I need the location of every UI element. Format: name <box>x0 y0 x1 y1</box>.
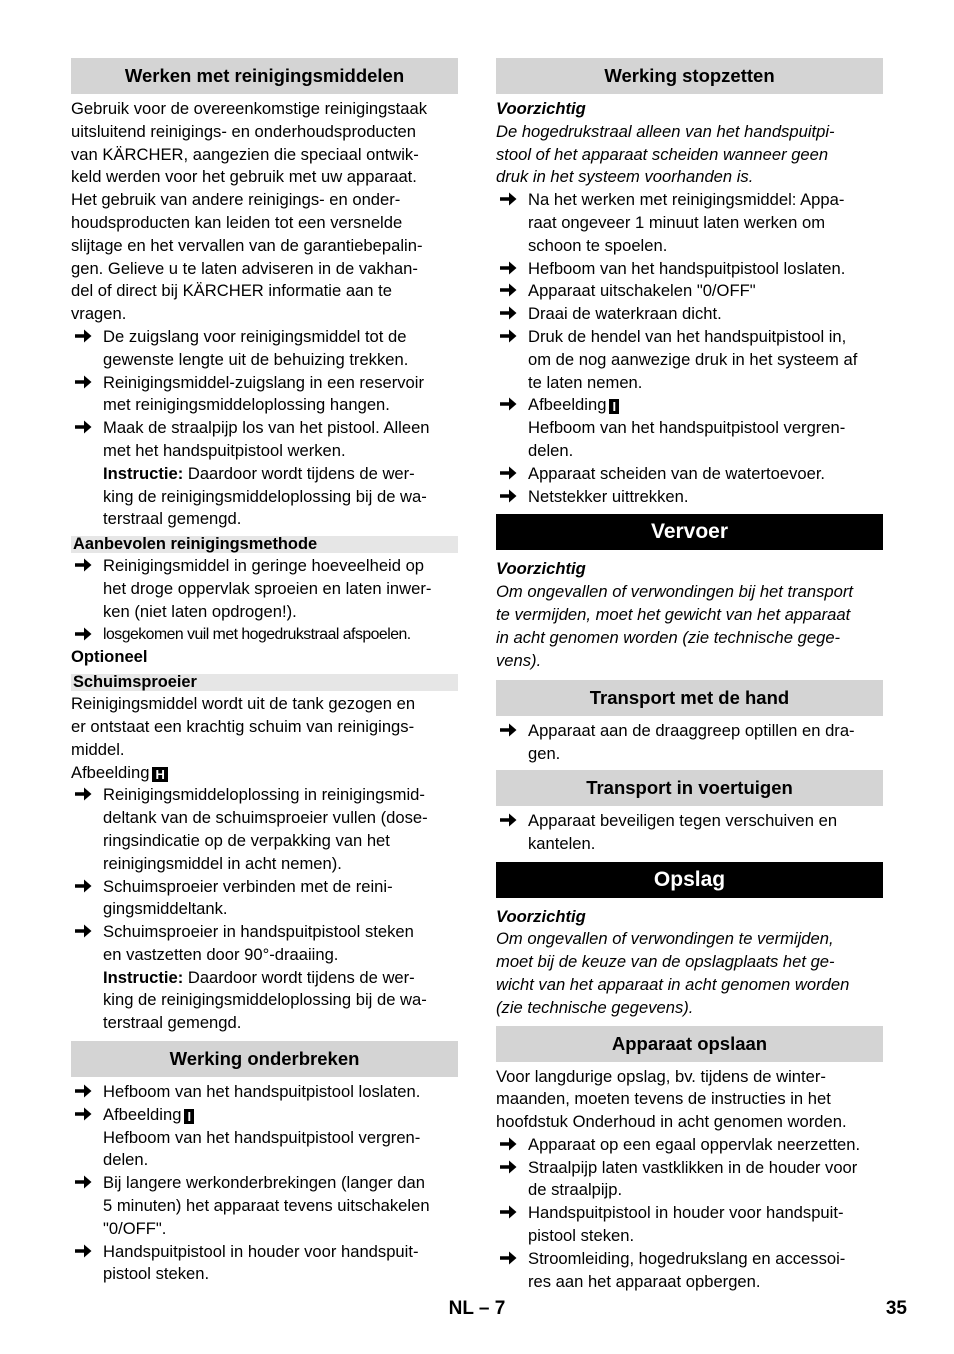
arrow-icon <box>498 486 520 508</box>
text-line: vragen. <box>71 304 127 324</box>
subheading-schuimsproeier: Schuimsproeier <box>71 674 458 691</box>
figure-i-badge: I <box>184 1109 194 1124</box>
instruction-note <box>71 463 458 531</box>
text-line: Schuimsproeier verbinden met de reini- <box>103 876 393 896</box>
footer-section-label: NL – 7 <box>448 1298 506 1319</box>
text-line: ken (niet laten opdrogen!). <box>103 601 297 621</box>
arrow-icon <box>498 1157 520 1179</box>
arrow-icon <box>73 1081 95 1103</box>
text-line: Om ongevallen of verwondingen bij het transport <box>496 582 853 602</box>
text-line: slijtage en het vervallen van de garantiebepalin- <box>71 235 423 255</box>
text-line: pistool steken. <box>528 1226 635 1246</box>
section-heading-transport-in-voertuigen: Transport in voertuigen <box>496 770 883 806</box>
arrow-icon <box>498 1134 520 1156</box>
caution-label: Voorzichtig <box>496 559 586 579</box>
arrow-icon <box>73 1172 95 1194</box>
arrow-icon <box>498 720 520 742</box>
arrow-icon <box>73 921 95 943</box>
list-item <box>496 1157 883 1203</box>
section-body <box>71 693 458 761</box>
text-line: Gebruik voor de overeenkomstige reinigingstaak <box>71 99 428 118</box>
arrow-icon <box>73 417 95 439</box>
list-item <box>71 921 458 967</box>
text-line: Daardoor wordt tijdens de wer- <box>183 967 415 987</box>
text-line: res aan het apparaat opbergen. <box>528 1271 761 1291</box>
list-item: Hefboom van het handspuitpistool loslaten. <box>496 258 883 281</box>
list-item: Apparaat op een egaal oppervlak neerzetten. <box>496 1134 883 1157</box>
text-line: Bij langere werkonderbrekingen (langer dan <box>103 1173 425 1193</box>
caution-text <box>496 581 883 672</box>
text-line: te vermijden, moet het gewicht van het apparaat <box>496 604 851 624</box>
text-line: Reinigingsmiddel wordt uit de tank gezogen en <box>71 694 416 714</box>
arrow-icon <box>498 810 520 832</box>
text-line: met reinigingsmiddeloplossing hangen. <box>103 395 390 415</box>
text-line: schoon te spoelen. <box>528 235 668 255</box>
list-item <box>71 876 458 922</box>
arrow-icon <box>498 280 520 302</box>
list-item: Afbeelding I Hefboom van het handspuitpistool vergren- delen. <box>71 1104 458 1172</box>
list-item: Apparaat uitschakelen "0/OFF" <box>496 280 883 303</box>
list-item <box>496 810 883 856</box>
list-item <box>71 372 458 418</box>
list-item <box>71 784 458 875</box>
instruction-label: Instructie: <box>103 967 184 987</box>
arrow-icon <box>73 1241 95 1263</box>
text-line: druk in het systeem voorhanden is. <box>496 167 754 187</box>
text-line: De zuigslang voor reinigingsmiddel tot de <box>103 326 407 346</box>
text-line: terstraal gemengd. <box>103 1013 242 1033</box>
text-line: king de reinigingsmiddeloplossing bij de wa- <box>103 486 427 506</box>
text-line: deltank van de schuimsproeier vullen (dose- <box>103 808 428 828</box>
arrow-icon <box>498 1248 520 1270</box>
text-line: Het gebruik van andere reinigings- en onder- <box>71 190 401 210</box>
instruction-label: Instructie: <box>103 463 184 483</box>
left-column <box>71 58 458 1286</box>
right-column <box>496 58 883 1293</box>
text-line: gen. <box>528 744 561 764</box>
list-item: Hefboom van het handspuitpistool loslaten. <box>71 1081 458 1104</box>
text-line: vens). <box>496 650 542 670</box>
text-line: hoofdstuk Onderhoud in acht genomen worden. <box>496 1112 847 1132</box>
list-item <box>496 189 883 257</box>
figure-h-badge: H <box>152 767 167 782</box>
text-line: Handspuitpistool in houder voor handspuit- <box>103 1241 419 1261</box>
text-line: te laten nemen. <box>528 372 643 392</box>
list-item <box>496 720 883 766</box>
text-line: De hogedrukstraal alleen van het handspuitpi- <box>496 121 835 141</box>
text-line: Apparaat beveiligen tegen verschuiven en <box>528 810 838 830</box>
list-item <box>71 555 458 623</box>
section-heading-werking-onderbreken: Werking onderbreken <box>71 1041 458 1077</box>
text-line: in acht genomen worden (zie technische gege- <box>496 627 841 647</box>
caution-text <box>496 928 883 1019</box>
text-line: terstraal gemengd. <box>103 509 242 529</box>
arrow-icon <box>498 189 520 211</box>
text-line: er ontstaat een krachtig schuim van reinigings- <box>71 716 415 736</box>
text-line: Reinigingsmiddel in geringe hoeveelheid op <box>103 556 425 576</box>
text-line: moet bij de keuze van de opslagplaats het ge- <box>496 952 835 972</box>
list-item <box>496 1248 883 1294</box>
text-line: gewenste lengte uit de behuizing trekken. <box>103 349 409 369</box>
text-line: kantelen. <box>528 833 596 853</box>
text-line: Apparaat aan de draaggreep optillen en dra- <box>528 721 855 741</box>
text-line: wicht van het apparaat in acht genomen worden <box>496 974 850 994</box>
text-line: pistool steken. <box>103 1264 210 1284</box>
list-item <box>71 1241 458 1287</box>
arrow-icon <box>498 394 520 416</box>
chapter-heading-vervoer: Vervoer <box>496 514 883 550</box>
list-item <box>71 1172 458 1240</box>
text-line: Straalpijp laten vastklikken in de houder voor <box>528 1157 858 1177</box>
arrow-icon <box>498 326 520 348</box>
list-item: Afbeelding I Hefboom van het handspuitpistool vergren- delen. <box>496 394 883 462</box>
list-item <box>496 326 883 394</box>
text-line: Reinigingsmiddeloplossing in reinigingsmid- <box>103 785 425 805</box>
list-item: Netstekker uittrekken. <box>496 486 883 509</box>
text-line: Schuimsproeier in handspuitpistool steken <box>103 922 414 942</box>
section-body <box>496 1066 883 1134</box>
arrow-icon <box>73 372 95 394</box>
arrow-icon <box>73 784 95 806</box>
text-line: ringsindicatie op de verpakking van het <box>103 830 390 850</box>
section-body <box>71 98 458 326</box>
text-line: stool of het apparaat scheiden wanneer geen <box>496 144 829 164</box>
list-item: Draai de waterkraan dicht. <box>496 303 883 326</box>
list-item: losgekomen vuil met hogedrukstraal afspoelen. <box>71 624 458 647</box>
arrow-icon <box>498 258 520 280</box>
chapter-heading-opslag: Opslag <box>496 862 883 898</box>
text-line: middel. <box>71 739 125 759</box>
text-line: Druk de hendel van het handspuitpistool in, <box>528 326 847 346</box>
page-number: 35 <box>885 1298 907 1319</box>
text-line: king de reinigingsmiddeloplossing bij de wa- <box>103 990 427 1010</box>
text-line: gen. Gelieve u te laten adviseren in de vakhan- <box>71 258 418 278</box>
list-item <box>496 1202 883 1248</box>
text-line: "0/OFF". <box>103 1218 167 1238</box>
text-line: Daardoor wordt tijdens de wer- <box>183 463 415 483</box>
arrow-icon <box>73 326 95 348</box>
list-item: Apparaat scheiden van de watertoevoer. <box>496 463 883 486</box>
text-line: Reinigingsmiddel-zuigslang in een reservoir <box>103 372 424 392</box>
text-line: Na het werken met reinigingsmiddel: Appa- <box>528 190 845 210</box>
text-line: raat ongeveer 1 minuut laten werken om <box>528 212 826 232</box>
caution-label: Voorzichtig <box>496 906 586 926</box>
text-line: Hefboom van het handspuitpistool vergren- <box>103 1127 421 1147</box>
text-line: del of direct bij KÄRCHER informatie aan te <box>71 281 392 301</box>
text-line: gingsmiddeltank. <box>103 899 228 919</box>
section-heading-werking-stopzetten: Werking stopzetten <box>496 58 883 94</box>
list-item <box>71 417 458 463</box>
text-line: delen. <box>103 1150 149 1170</box>
arrow-icon <box>73 1104 95 1126</box>
figure-i-badge: I <box>609 399 619 414</box>
arrow-icon <box>73 876 95 898</box>
text-line: Hefboom van het handspuitpistool vergren- <box>528 418 846 438</box>
text-line: delen. <box>528 440 574 460</box>
arrow-icon <box>73 624 95 646</box>
section-heading-transport-met-de-hand: Transport met de hand <box>496 680 883 716</box>
text-line: en vastzetten door 90°-draaiing. <box>103 944 339 964</box>
text-line: Maak de straalpijp los van het pistool. Alleen <box>103 418 430 438</box>
text-line: reinigingsmiddel in acht nemen). <box>103 853 342 873</box>
list-item <box>71 326 458 372</box>
arrow-icon <box>498 463 520 485</box>
caution-label: Voorzichtig <box>496 99 586 118</box>
text-line: het droge oppervlak sproeien en laten inwer- <box>103 578 432 598</box>
text-line: 5 minuten) het apparaat tevens uitschakelen <box>103 1196 430 1216</box>
text-line: met het handspuitpistool werken. <box>103 440 346 460</box>
text-line: maanden, moeten tevens de instructies in het <box>496 1089 831 1109</box>
text-line: Voor langdurige opslag, bv. tijdens de winter- <box>496 1066 826 1086</box>
subheading-aanbevolen-reinigingsmethode: Aanbevolen reinigingsmethode <box>71 536 458 553</box>
text-line: uitsluitend reinigings- en onderhoudsproducten <box>71 121 417 141</box>
arrow-icon <box>73 555 95 577</box>
text-line: om de nog aanwezige druk in het systeem af <box>528 349 858 369</box>
text-line: Handspuitpistool in houder voor handspuit- <box>528 1203 844 1223</box>
text-line: Om ongevallen of verwondingen te vermijden, <box>496 929 834 949</box>
text-line: (zie technische gegevens). <box>496 997 694 1017</box>
caution-text <box>496 121 883 189</box>
section-heading-werken-met-reinigingsmiddelen: Werken met reinigingsmiddelen <box>71 58 458 94</box>
text-line: de straalpijp. <box>528 1180 623 1200</box>
arrow-icon <box>498 1202 520 1224</box>
instruction-note <box>71 967 458 1035</box>
text-line: van KÄRCHER, aangezien die speciaal ontwik- <box>71 144 419 164</box>
text-line: keld werden voor het gebruik met uw apparaat. <box>71 167 417 187</box>
heading-optioneel: Optioneel <box>71 647 148 667</box>
arrow-icon <box>498 303 520 325</box>
section-heading-apparaat-opslaan: Apparaat opslaan <box>496 1026 883 1062</box>
text-line: houdsproducten kan leiden tot een versnelde <box>71 212 403 232</box>
text-line: Stroomleiding, hogedrukslang en accessoi- <box>528 1248 846 1268</box>
figure-reference: Afbeelding H <box>71 762 458 785</box>
